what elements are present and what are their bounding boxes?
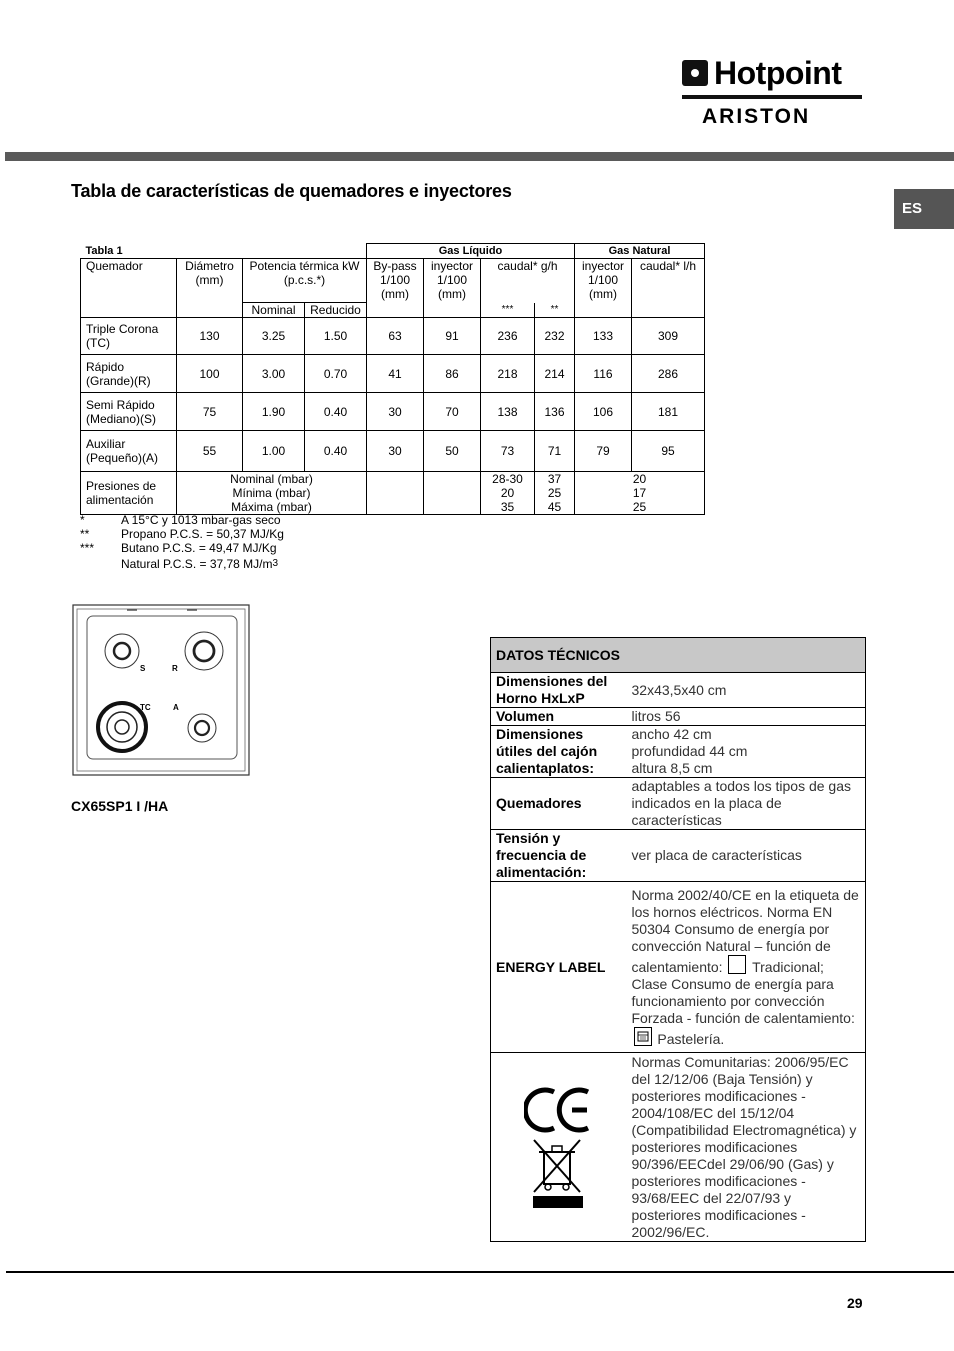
- footnote-key: **: [80, 527, 90, 541]
- tech-value: litros 56: [627, 708, 866, 726]
- footnote-text: Propano P.C.S. = 50,37 MJ/Kg: [121, 527, 284, 541]
- header-reducido: Reducido: [305, 303, 367, 318]
- tech-row-norms: [491, 1053, 866, 1242]
- pastry-oven-icon: [634, 1027, 652, 1046]
- header-bar: [5, 152, 954, 161]
- ce-weee-icons: [524, 1080, 594, 1210]
- group-gas-liquido: Gas Líquido: [367, 244, 575, 259]
- hob-label-a: A: [173, 703, 179, 712]
- table-row: [81, 355, 705, 393]
- burner-name: Semi Rápido (Mediano)(S): [81, 393, 177, 431]
- header-caudal-gn: caudal* l/h: [632, 259, 705, 318]
- footnote-text: Butano P.C.S. = 49,47 MJ/Kg: [121, 541, 277, 555]
- tech-value-altura: altura 8,5 cm: [631, 760, 713, 776]
- cell-caudal-propano: 214: [535, 355, 575, 393]
- tech-row: [491, 778, 866, 830]
- cell-nominal: 3.00: [243, 355, 305, 393]
- pressure-propano-maxima: 45: [547, 500, 562, 514]
- burner-name: Triple Corona (TC): [81, 318, 177, 355]
- cell-caudal-propano: 136: [535, 393, 575, 431]
- footnote-sup: 3: [272, 558, 279, 569]
- cell-inyector-gn: 106: [575, 393, 632, 431]
- tech-key: Dimensiones del Horno HxLxP: [491, 673, 627, 708]
- cell-reducido: 1.50: [305, 318, 367, 355]
- pressure-natural-nominal: 20: [632, 472, 647, 486]
- pressure-propano-minima: 25: [547, 486, 562, 500]
- table-row: [81, 431, 705, 472]
- brand-name: Hotpoint: [714, 55, 842, 91]
- cell-caudal-gn: 309: [632, 318, 705, 355]
- footnote-key: *: [80, 513, 85, 527]
- cell-diametro: 130: [177, 318, 243, 355]
- tech-row-energy: [491, 882, 866, 1053]
- cell-bypass: 30: [367, 431, 424, 472]
- brand-logo: [682, 55, 864, 135]
- pressure-butano-maxima: 35: [500, 500, 515, 514]
- hob-label-r: R: [172, 664, 178, 673]
- burner-name: Rápido (Grande)(R): [81, 355, 177, 393]
- tech-value: adaptables a todos los tipos de gas indicados en la placa de características: [627, 778, 866, 830]
- footer-rule: [6, 1271, 954, 1273]
- tech-row: [491, 708, 866, 726]
- cell-caudal-propano: 71: [535, 431, 575, 472]
- pressure-maxima: Máxima (mbar): [231, 500, 312, 514]
- tech-value: ver placa de características: [627, 830, 866, 882]
- tech-value: 32x43,5x40 cm: [627, 673, 866, 708]
- tech-row: [491, 673, 866, 708]
- pressure-bypass-empty: [367, 472, 424, 515]
- footnote-key: ***: [80, 541, 95, 555]
- hob-label-s: S: [140, 664, 146, 673]
- cell-nominal: 1.90: [243, 393, 305, 431]
- cell-diametro: 55: [177, 431, 243, 472]
- cell-inyector: 91: [424, 318, 481, 355]
- header-caudal-gl: caudal* g/h: [481, 259, 575, 303]
- norms-text: Normas Comunitarias: 2006/95/EC del 12/12/06 (Baja Tensión) y posteriores modificaciones - 2004/108/EC del 15/12/04 (Compatibilidad Electromagnética) y posteriores modificaciones 90/396/EECdel 29/06/90 (Gas) y posteriores modificaciones - 93/68/EEC del 22/07/93 y posteriores modificaciones - 2002/96/EC.: [627, 1053, 866, 1242]
- pressure-nominal: Nominal (mbar): [230, 472, 313, 486]
- header-quemador: Quemador: [81, 259, 177, 318]
- cell-inyector: 50: [424, 431, 481, 472]
- cell-reducido: 0.40: [305, 393, 367, 431]
- table-row: [81, 393, 705, 431]
- cell-diametro: 75: [177, 393, 243, 431]
- pressure-label: Presiones de alimentación: [81, 472, 177, 515]
- cell-diametro: 100: [177, 355, 243, 393]
- cell-caudal-butano: 73: [481, 431, 535, 472]
- tech-table: [490, 637, 866, 1242]
- header-nominal: Nominal: [243, 303, 305, 318]
- tech-key: Dimensiones útiles del cajón calientaplatos:: [491, 726, 627, 778]
- cell-caudal-gn: 286: [632, 355, 705, 393]
- footnotes: [80, 513, 284, 571]
- cell-caudal-butano: 236: [481, 318, 535, 355]
- pressure-propano-nominal: 37: [547, 472, 562, 486]
- language-tab: ES: [894, 189, 954, 229]
- page-number: 29: [847, 1295, 863, 1311]
- footnote-text: A 15°C y 1013 mbar-gas seco: [121, 513, 281, 527]
- cell-bypass: 63: [367, 318, 424, 355]
- table-label: Tabla 1: [85, 244, 123, 257]
- cell-inyector-gn: 116: [575, 355, 632, 393]
- pressure-minima: Mínima (mbar): [232, 486, 311, 500]
- burner-table: [80, 243, 705, 515]
- pressure-natural-maxima: 25: [632, 500, 647, 514]
- energy-text-1-end: Tradicional;: [752, 958, 824, 975]
- brand-sub: ARISTON: [702, 105, 811, 128]
- header-bypass: By-pass 1/100 (mm): [367, 259, 424, 318]
- cell-bypass: 41: [367, 355, 424, 393]
- traditional-oven-icon: [728, 955, 746, 974]
- tech-key: Tensión y frecuencia de alimentación:: [491, 830, 627, 882]
- pressure-butano-nominal: 28-30: [492, 472, 523, 486]
- tech-row: [491, 726, 866, 778]
- cell-caudal-butano: 138: [481, 393, 535, 431]
- energy-text-2: Clase Consumo de energía para funcionamiento por convección Forzada - función de calentamiento:: [631, 975, 855, 1026]
- header-diametro: Diámetro (mm): [177, 259, 243, 318]
- energy-text-1: Norma 2002/40/CE en la etiqueta de los hornos eléctricos. Norma EN 50304 Consumo de energía por convección Natural – función de calentamiento:: [631, 886, 859, 975]
- ce-mark-icon: [525, 1090, 588, 1130]
- header-inyector-gl: inyector 1/100 (mm): [424, 259, 481, 318]
- header-inyector-gn: inyector 1/100 (mm): [575, 259, 632, 318]
- tech-header-fill: [627, 638, 866, 673]
- hob-label-tc: TC: [140, 703, 151, 712]
- cell-nominal: 3.25: [243, 318, 305, 355]
- footnote-text: Natural P.C.S. = 37,78 MJ/m: [121, 557, 273, 571]
- cell-caudal-gn: 95: [632, 431, 705, 472]
- cell-inyector-gn: 79: [575, 431, 632, 472]
- tech-row: [491, 830, 866, 882]
- pressure-natural-minima: 17: [632, 486, 647, 500]
- cell-inyector-gn: 133: [575, 318, 632, 355]
- cell-inyector: 70: [424, 393, 481, 431]
- header-caudal-propano: **: [535, 303, 575, 318]
- model-name: CX65SP1 I /HA: [71, 798, 169, 814]
- pressure-inyector-empty: [424, 472, 481, 515]
- group-gas-natural: Gas Natural: [575, 244, 705, 259]
- logo-rule: [682, 95, 862, 99]
- header-caudal-butano: ***: [481, 303, 535, 318]
- cell-inyector: 86: [424, 355, 481, 393]
- cell-caudal-propano: 232: [535, 318, 575, 355]
- header-potencia: Potencia térmica kW (p.c.s.*): [243, 259, 367, 303]
- pressure-row: [81, 472, 705, 515]
- energy-text-2-end: Pastelería.: [657, 1030, 725, 1047]
- tech-key: Quemadores: [491, 778, 627, 830]
- page-title: Tabla de características de quemadores e inyectores: [71, 181, 512, 201]
- tech-header: DATOS TÉCNICOS: [491, 638, 627, 673]
- cell-reducido: 0.70: [305, 355, 367, 393]
- energy-label: ENERGY LABEL: [491, 882, 627, 1053]
- cell-nominal: 1.00: [243, 431, 305, 472]
- cell-caudal-butano: 218: [481, 355, 535, 393]
- tech-key: Volumen: [491, 708, 627, 726]
- hob-diagram: [72, 604, 250, 776]
- table-row: [81, 318, 705, 355]
- cell-reducido: 0.40: [305, 431, 367, 472]
- tech-value-profundidad: profundidad 44 cm: [631, 743, 748, 759]
- footnote-key: [80, 557, 121, 571]
- weee-bin-icon: [533, 1140, 583, 1208]
- logo-mark-icon: [682, 60, 708, 86]
- cell-bypass: 30: [367, 393, 424, 431]
- tech-value-ancho: ancho 42 cm: [631, 726, 712, 742]
- burner-name: Auxiliar (Pequeño)(A): [81, 431, 177, 472]
- cell-caudal-gn: 181: [632, 393, 705, 431]
- pressure-butano-minima: 20: [500, 486, 515, 500]
